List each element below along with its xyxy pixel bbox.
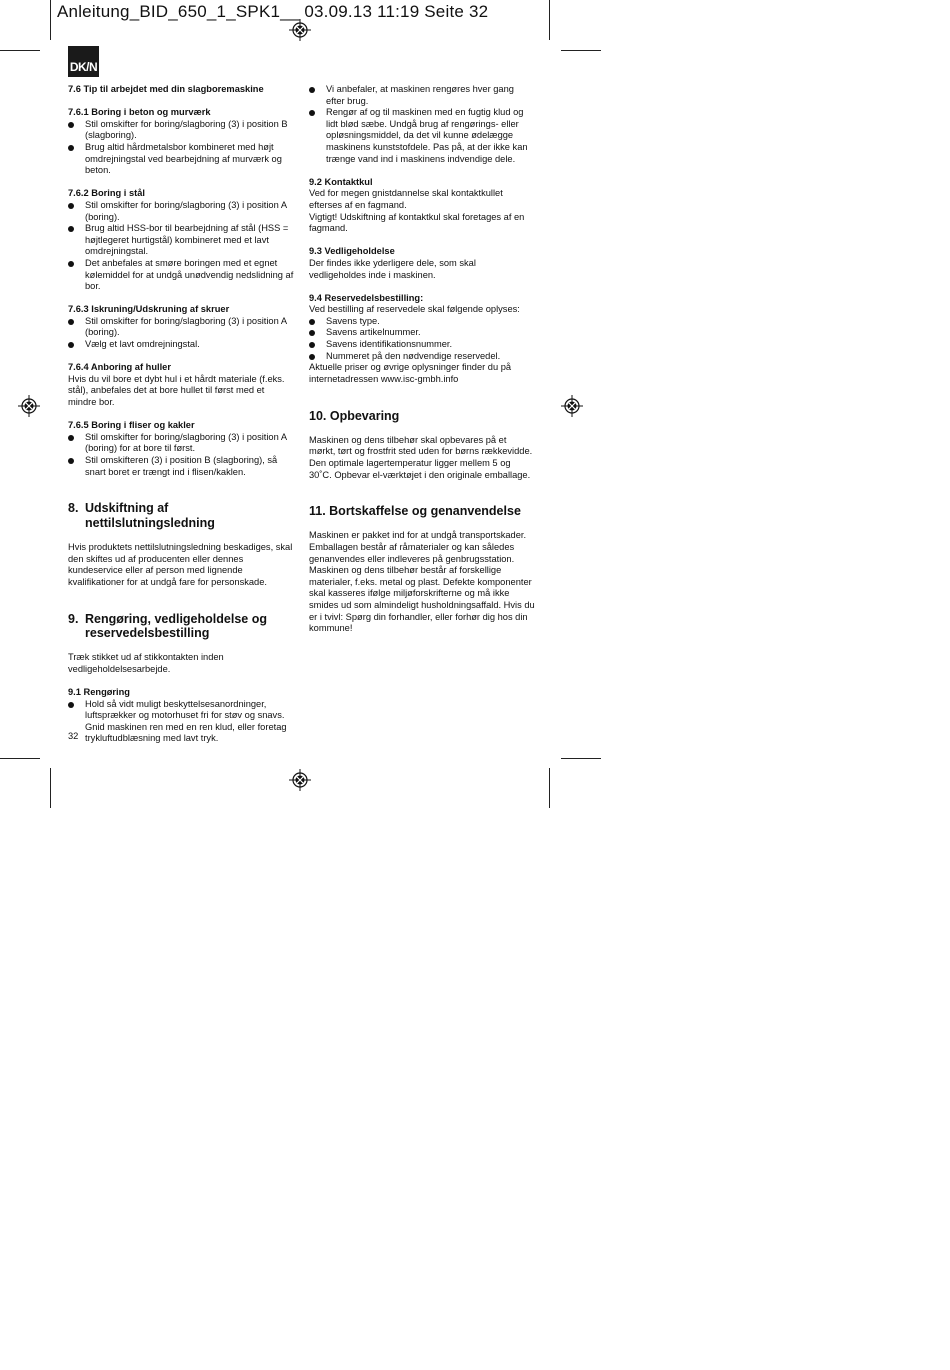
list-item: Det anbefales at smøre boringen med et egnet kølemiddel for at undgå unødvendig nedslidning af bor. <box>68 258 294 293</box>
section-9-3-title: 9.3 Vedligeholdelse <box>309 246 395 257</box>
language-badge: DK/N <box>68 46 99 77</box>
list-item: Stil omskifter for boring/slagboring (3) i position A (boring) for at bore til først. <box>68 432 294 455</box>
section-9-4-intro: Ved bestilling af reservedele skal følgende oplyses: <box>309 304 520 315</box>
section-9-4-title: 9.4 Reservedelsbestilling: <box>309 292 424 303</box>
section-7-6-2-list <box>68 200 294 293</box>
crop-mark <box>549 768 550 808</box>
section-8-text: Hvis produktets nettilslutningsledning beskadiges, skal den skiftes ud af producenten eller dennes kundeservice eller af person med lignende kvalifikationer for at undgå fare for personskade. <box>68 541 293 587</box>
section-9-4-text: Aktuelle priser og øvrige oplysninger finder du på internetadressen www.isc-gmbh.info <box>309 362 512 384</box>
registration-mark-icon <box>561 395 583 417</box>
list-item: Nummeret på den nødvendige reservedel. <box>309 351 535 363</box>
right-column <box>309 84 535 635</box>
section-7-6-1-title: 7.6.1 Boring i beton og murværk <box>68 107 211 118</box>
section-11-title: 11. Bortskaffelse og genanvendelse <box>309 504 521 519</box>
list-item: Vælg et lavt omdrejningstal. <box>68 339 294 351</box>
list-item: Hold så vidt muligt beskyttelsesanordninger, luftsprækker og motorhuset fri for støv og snavs. Gnid maskinen ren med en ren klud, eller foretag trykluftudblæsning med lavt tryk. <box>68 699 294 745</box>
list-item: Brug altid HSS-bor til bearbejdning af stål (HSS = højtlegeret hurtigstål) kombineret med et lavt omdrejningstal. <box>68 223 294 258</box>
section-9-1-list <box>68 699 294 745</box>
page-number: 32 <box>68 731 79 741</box>
left-column <box>68 84 294 745</box>
list-item: Vi anbefaler, at maskinen rengøres hver gang efter brug. <box>309 84 535 107</box>
section-9-4-list <box>309 316 535 362</box>
section-8-title: Udskiftning af nettilslutningsledning <box>85 501 215 530</box>
section-9-heading <box>68 612 294 641</box>
list-item: Savens artikelnummer. <box>309 327 535 339</box>
registration-mark-icon <box>289 19 311 41</box>
section-7-6-2-title: 7.6.2 Boring i stål <box>68 188 145 199</box>
list-item: Brug altid hårdmetalsbor kombineret med højt omdrejningstal ved bearbejdning af murværk og beton. <box>68 142 294 177</box>
crop-mark <box>561 758 601 759</box>
section-7-6-4-text: Hvis du vil bore et dybt hul i et hårdt materiale (f.eks. stål), anbefales det at bore hullet til først med et mindre bor. <box>68 373 285 408</box>
list-item: Savens identifikationsnummer. <box>309 339 535 351</box>
section-11-text: Maskinen er pakket ind for at undgå transportskader. Emballagen består af råmaterialer og kan således genanvendes eller indleveres på genbrugsstation. Maskinen og dens tilbehør består af forskellige materialer, f.eks. metal og plast. Defekte komponenter skal kasseres ifølge miljøforskrifterne og må ikke smides ud som almindeligt husholdningsaffald. Hvis du er i tvivl: Spørg din forhandler, eller forhør dig hos din kommune! <box>309 530 535 634</box>
crop-mark <box>50 768 51 808</box>
section-7-6-title: 7.6 Tip til arbejdet med din slagboremaskine <box>68 84 264 94</box>
registration-mark-icon <box>18 395 40 417</box>
section-7-6-4-title: 7.6.4 Anboring af huller <box>68 362 171 373</box>
section-7-6-5-list <box>68 432 294 478</box>
crop-mark <box>50 0 51 40</box>
section-9-title: Rengøring, vedligeholdelse og reservedelsbestilling <box>85 611 267 641</box>
section-10-text: Maskinen og dens tilbehør skal opbevares på et mørkt, tørt og frostfrit sted uden for børns rækkevidde. Den optimale lagertemperatur ligger mellem 5 og 30˚C. Opbevar el-værktøjet i den originale emballage. <box>309 434 533 480</box>
section-9-1-title: 9.1 Rengøring <box>68 686 130 697</box>
section-7-6-3-list <box>68 316 294 351</box>
section-7-6-1-list <box>68 119 294 177</box>
section-7-6-5-title: 7.6.5 Boring i fliser og kakler <box>68 420 195 431</box>
section-9-text: Træk stikket ud af stikkontakten inden vedligeholdelsesarbejde. <box>68 652 224 674</box>
list-item: Stil omskifter for boring/slagboring (3) i position A (boring). <box>68 200 294 223</box>
registration-mark-icon <box>289 769 311 791</box>
list-item: Stil omskifter for boring/slagboring (3) i position A (boring). <box>68 316 294 339</box>
section-9-number: 9. <box>68 611 79 626</box>
section-10-title: 10. Opbevaring <box>309 408 400 423</box>
section-9-2-title: 9.2 Kontaktkul <box>309 176 373 187</box>
section-9-2-text: Ved for megen gnistdannelse skal kontaktkullet efterses af en fagmand. <box>309 188 503 210</box>
crop-mark <box>549 0 550 40</box>
crop-mark <box>561 50 601 51</box>
list-item: Savens type. <box>309 316 535 328</box>
crop-mark <box>0 758 40 759</box>
list-item: Rengør af og til maskinen med en fugtig klud og lidt blød sæbe. Undgå brug af rengørings- eller opløsningsmiddel, da det vil kunne ødelægge maskinens kunststofdele. Pas på, at der ikke kan trænge vand ind i maskinens indvendige dele. <box>309 107 535 165</box>
list-item: Stil omskifteren (3) i position B (slagboring), så snart boret er trængt ind i flisen/kaklen. <box>68 455 294 478</box>
section-7-6-3-title: 7.6.3 Iskruning/Udskruning af skruer <box>68 304 230 315</box>
section-9-1-list-continued <box>309 84 535 165</box>
section-9-2-warning: Vigtigt! Udskiftning af kontaktkul skal foretages af en fagmand. <box>309 211 525 234</box>
section-9-3-text: Der findes ikke yderligere dele, som skal vedligeholdes inde i maskinen. <box>309 257 476 280</box>
print-slug: Anleitung_BID_650_1_SPK1__ 03.09.13 11:19 Seite 32 <box>57 2 489 21</box>
section-8-heading <box>68 501 294 530</box>
section-8-number: 8. <box>68 501 79 516</box>
list-item: Stil omskifter for boring/slagboring (3) i position B (slagboring). <box>68 119 294 142</box>
crop-mark <box>0 50 40 51</box>
